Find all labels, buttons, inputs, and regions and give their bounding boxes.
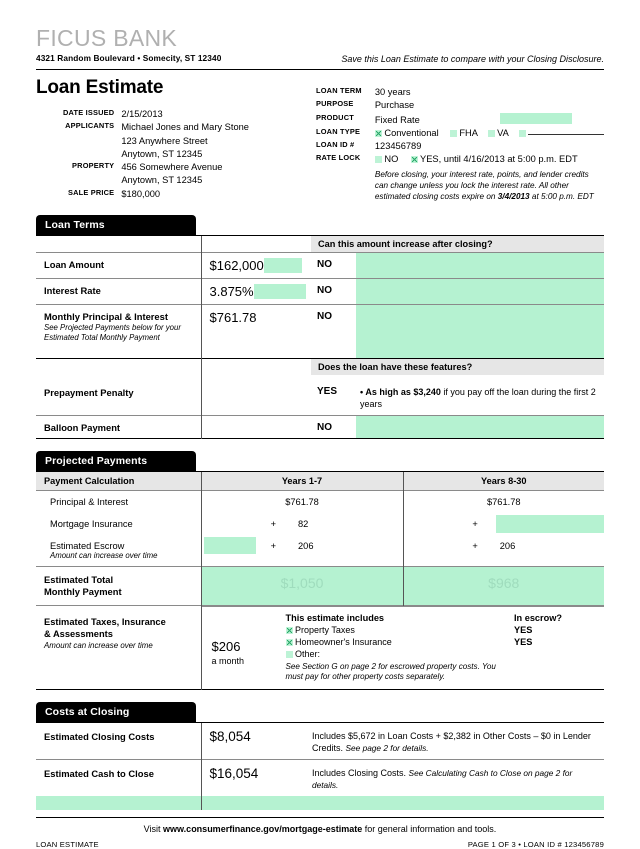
loan-features-header-row (36, 358, 604, 375)
payment-calculation-header: Payment Calculation (36, 472, 201, 491)
table-row (36, 760, 604, 797)
rate-lock-note (375, 167, 604, 203)
table-row (36, 375, 604, 416)
total-label-line1: Estimated Total (44, 574, 114, 586)
balloon-payment-desc (356, 416, 604, 439)
years-8-30-header: Years 8-30 (403, 472, 604, 491)
checkbox-other-loan-type-icon[interactable] (519, 130, 526, 137)
interest-rate-text: 3.875% (209, 283, 254, 299)
taxes-item-other (286, 649, 501, 659)
taxes-amount-period: a month (211, 656, 245, 667)
other-taxes-label: Other: (295, 648, 321, 659)
principal-interest-label: Principal & Interest (36, 491, 201, 514)
escrow-value-2: 206 (499, 541, 516, 552)
escrow-header: In escrow? (514, 612, 562, 623)
rate-lock-options (375, 153, 604, 166)
monthly-pi-sublabel: See Projected Payments below for your Estimated Total Monthly Payment (44, 322, 181, 343)
prepayment-penalty-desc-rest: if you pay off the loan during the first 2 years (360, 386, 596, 410)
table-row (36, 161, 308, 174)
prepayment-penalty-label: Prepayment Penalty (44, 386, 134, 398)
loan-amount-text: $162,000 (209, 257, 264, 273)
estimated-total-years1-7: $1,050 (201, 567, 403, 606)
loan-terms-tab-row (36, 215, 604, 235)
estimated-total-row (36, 567, 604, 606)
table-row (36, 513, 604, 535)
mi-plus-1: + (270, 519, 276, 530)
mortgage-insurance-label: Mortgage Insurance (50, 519, 133, 530)
visit-url[interactable]: www.consumerfinance.gov/mortgage-estimate (163, 824, 363, 835)
checkbox-va-icon[interactable] (488, 130, 495, 137)
taxes-item-property (286, 625, 501, 635)
cash-to-close-desc-text: Includes Closing Costs. (312, 768, 409, 779)
visit-suffix: for general information and tools. (362, 824, 497, 835)
section-tab-loan-terms: Loan Terms (36, 215, 196, 235)
info-left-column (36, 77, 308, 203)
table-row (36, 188, 308, 201)
property-taxes-label: Property Taxes (295, 624, 355, 635)
visit-line (36, 817, 604, 834)
prepayment-penalty-desc (356, 375, 604, 416)
table-row (316, 99, 604, 112)
prepayment-penalty-amount (201, 375, 311, 416)
checkbox-other-taxes-icon[interactable] (286, 651, 293, 658)
loan-type-other-input[interactable] (528, 134, 604, 135)
estimated-closing-costs-label: Estimated Closing Costs (36, 722, 201, 759)
taxes-includes-header: This estimate includes (285, 612, 385, 623)
checkbox-conventional-icon[interactable] (375, 130, 382, 137)
sale-price-value: $180,000 (121, 188, 161, 199)
loan-id-value: 123456789 (374, 141, 422, 152)
loan-type-va-label: VA (497, 127, 509, 138)
monthly-pi-label (36, 304, 201, 358)
costs-at-closing-tab-row (36, 702, 604, 722)
table-row (316, 113, 604, 127)
masthead (36, 26, 604, 63)
table-row (36, 174, 308, 187)
section-tab-projected-payments: Projected Payments (36, 451, 196, 471)
estimated-escrow-sublabel: Amount can increase over time (50, 551, 158, 561)
page-footer (36, 840, 604, 849)
mortgage-insurance-years8-30 (403, 513, 604, 535)
table-row (316, 167, 604, 203)
applicants-label: APPLICANTS (65, 121, 115, 131)
costs-at-closing-table (36, 722, 604, 811)
monthly-pi-label-text: Monthly Principal & Interest (44, 310, 168, 322)
property-label: PROPERTY (72, 161, 115, 171)
loan-amount-value (201, 252, 311, 278)
balloon-payment-label: Balloon Payment (36, 416, 201, 439)
loan-term-label: LOAN TERM (316, 86, 362, 96)
principal-interest-years8-30: $761.78 (403, 491, 604, 514)
date-issued-label: DATE ISSUED (62, 108, 115, 118)
projected-payments-tab-row (36, 451, 604, 471)
table-row (316, 153, 604, 166)
info-section (36, 77, 604, 203)
projected-payments-header-row (36, 472, 604, 491)
checkbox-ratelock-no-icon[interactable] (375, 156, 382, 163)
taxes-sublabel: Amount can increase over time (44, 640, 153, 650)
cash-to-close-highlight-left[interactable] (36, 796, 201, 810)
table-row (316, 140, 604, 153)
estimated-cash-to-close-desc (306, 760, 604, 797)
cash-to-close-highlight-row (36, 796, 604, 810)
checkbox-property-taxes-icon[interactable] (286, 627, 293, 634)
loan-terms-column-header: Can this amount increase after closing? (311, 235, 604, 252)
estimated-closing-costs-desc (306, 722, 604, 759)
cash-to-close-desc-italic: See Calculating Cash to Close on page 2 for details. (312, 768, 573, 791)
rate-lock-label: RATE LOCK (316, 153, 361, 163)
taxes-item-homeowners (286, 637, 501, 647)
interest-rate-value (201, 278, 311, 304)
table-row (36, 135, 308, 148)
date-issued-value: 2/15/2013 (121, 109, 163, 120)
bank-address: 4321 Random Boulevard • Somecity, ST 12340 (36, 53, 222, 64)
prepayment-penalty-answer: YES (317, 385, 338, 397)
projected-payments-table (36, 471, 604, 690)
checkbox-fha-icon[interactable] (450, 130, 457, 137)
rate-lock-note-date: 3/4/2013 (497, 191, 530, 201)
estimated-total-years8-30: $968 (403, 567, 604, 606)
rate-lock-no-label: NO (384, 154, 399, 165)
estimated-escrow-label (36, 535, 201, 567)
estimated-closing-costs-amount: $8,054 (201, 722, 306, 759)
table-row (36, 278, 604, 304)
table-row (36, 416, 604, 439)
header-divider (36, 69, 604, 70)
loan-terms-table (36, 235, 604, 439)
bank-name: FICUS BANK (36, 25, 178, 51)
loan-terms-header-row (36, 235, 604, 252)
estimated-escrow-years8-30 (403, 535, 604, 567)
table-row (36, 121, 308, 134)
section-tab-costs-at-closing: Costs at Closing (36, 702, 196, 722)
taxes-escrow-column (508, 606, 604, 689)
loan-amount-answer: NO (311, 252, 356, 278)
estimated-escrow-years1-7 (201, 535, 403, 567)
years-1-7-header: Years 1-7 (201, 472, 403, 491)
taxes-amount (202, 606, 280, 689)
estimated-taxes-label (36, 605, 201, 689)
table-row (36, 535, 604, 567)
estimated-escrow-label-text: Estimated Escrow (50, 541, 125, 552)
interest-rate-label: Interest Rate (36, 278, 201, 304)
taxes-detail-cell (201, 605, 604, 689)
loan-type-label: LOAN TYPE (316, 126, 361, 136)
product-text: Fixed Rate (374, 114, 420, 125)
sale-price-label: SALE PRICE (67, 187, 115, 197)
rate-lock-note-part2: at 5:00 p.m. EDT (529, 191, 594, 201)
table-row (36, 304, 604, 358)
principal-interest-years1-7: $761.78 (201, 491, 403, 514)
product-highlight-field[interactable] (500, 113, 572, 124)
applicants-city: Anytown, ST 12345 (121, 148, 203, 159)
rate-lock-yes-label: YES, until 4/16/2013 at 5:00 p.m. EDT (420, 154, 578, 165)
table-row (36, 108, 308, 121)
monthly-pi-value: $761.78 (201, 304, 311, 358)
checkbox-homeowners-insurance-icon[interactable] (286, 639, 293, 646)
loan-info-table (316, 86, 604, 203)
escrow-plus-1: + (270, 541, 276, 552)
taxes-amount-text: $206 (211, 639, 241, 655)
estimated-taxes-row (36, 605, 604, 689)
footer-right: PAGE 1 OF 3 • LOAN ID # 123456789 (467, 840, 604, 849)
monthly-pi-desc (356, 304, 604, 358)
cash-to-close-highlight-right[interactable] (306, 796, 604, 810)
escrow-homeowners-insurance: YES (514, 636, 533, 647)
total-label-line2: Monthly Payment (44, 585, 122, 597)
mortgage-insurance-years1-7 (201, 513, 403, 535)
interest-rate-answer: NO (311, 278, 356, 304)
interest-rate-desc (356, 278, 604, 304)
taxes-note: See Section G on page 2 for escrowed property costs. You must pay for other property costs separately. (285, 661, 496, 682)
loan-id-label: LOAN ID # (316, 140, 355, 150)
save-note: Save this Loan Estimate to compare with your Closing Disclosure. (341, 54, 604, 64)
property-city: Anytown, ST 12345 (121, 175, 203, 186)
escrow-property-taxes: YES (514, 624, 533, 635)
estimated-cash-to-close-amount: $16,054 (201, 760, 306, 797)
projected-payments-section (36, 451, 604, 690)
escrow-value-1: 206 (298, 541, 314, 552)
closing-costs-desc-text: Includes $5,672 in Loan Costs + $2,382 in Other Costs – $0 in Lender Credits. (312, 730, 591, 753)
rate-lock-note-part1: Before closing, your interest rate, points, and lender credits can change unless you lock the interest rate. All other estimated closing costs expire on (374, 169, 589, 201)
purpose-label: PURPOSE (316, 99, 354, 109)
footer-left: LOAN ESTIMATE (36, 840, 99, 849)
loan-amount-desc (356, 252, 604, 278)
monthly-pi-answer: NO (311, 304, 356, 358)
estimated-total-label (36, 567, 201, 606)
loan-term-value: 30 years (374, 87, 411, 98)
taxes-label-line1: Estimated Taxes, Insurance (44, 616, 166, 627)
table-row (36, 722, 604, 759)
info-right-column (308, 77, 604, 203)
property-street: 456 Somewhere Avenue (121, 162, 223, 173)
table-row (316, 86, 604, 99)
taxes-label-line2: & Assessments (44, 628, 113, 639)
applicants-value: Michael Jones and Mary Stone (121, 122, 249, 133)
estimated-cash-to-close-label: Estimated Cash to Close (36, 760, 201, 797)
product-value (375, 113, 604, 127)
table-row (36, 491, 604, 514)
prepayment-penalty-desc-bold: • As high as $3,240 (360, 386, 441, 397)
loan-terms-section (36, 215, 604, 439)
loan-type-conventional-label: Conventional (384, 127, 439, 138)
cash-to-close-highlight-mid[interactable] (201, 796, 306, 810)
loan-features-column-header: Does the loan have these features? (311, 358, 604, 375)
loan-type-options (375, 127, 604, 140)
mi-years8-30-highlight[interactable] (496, 515, 604, 533)
table-row (36, 252, 604, 278)
balloon-payment-amount (201, 416, 311, 439)
checkbox-ratelock-yes-icon[interactable] (411, 156, 418, 163)
table-row (36, 148, 308, 161)
page-title: Loan Estimate (36, 77, 164, 99)
borrower-info-table (36, 108, 308, 201)
table-row (316, 127, 604, 140)
mi-value-1: 82 (298, 519, 309, 530)
mi-plus-2: + (472, 519, 478, 530)
visit-prefix: Visit (143, 824, 164, 835)
costs-at-closing-section (36, 702, 604, 811)
purpose-value: Purchase (374, 100, 415, 111)
closing-costs-desc-italic: See page 2 for details. (345, 742, 429, 753)
balloon-payment-answer: NO (311, 416, 356, 439)
loan-amount-highlight[interactable] (264, 258, 302, 273)
applicants-street: 123 Anywhere Street (121, 135, 208, 146)
product-label: PRODUCT (316, 112, 354, 122)
escrow-years1-7-highlight[interactable] (204, 537, 256, 554)
homeowners-insurance-label: Homeowner's Insurance (295, 636, 392, 647)
loan-type-fha-label: FHA (459, 127, 478, 138)
taxes-includes-column (280, 606, 509, 689)
escrow-plus-2: + (472, 541, 478, 552)
interest-rate-highlight[interactable] (254, 284, 306, 299)
loan-amount-label: Loan Amount (36, 252, 201, 278)
